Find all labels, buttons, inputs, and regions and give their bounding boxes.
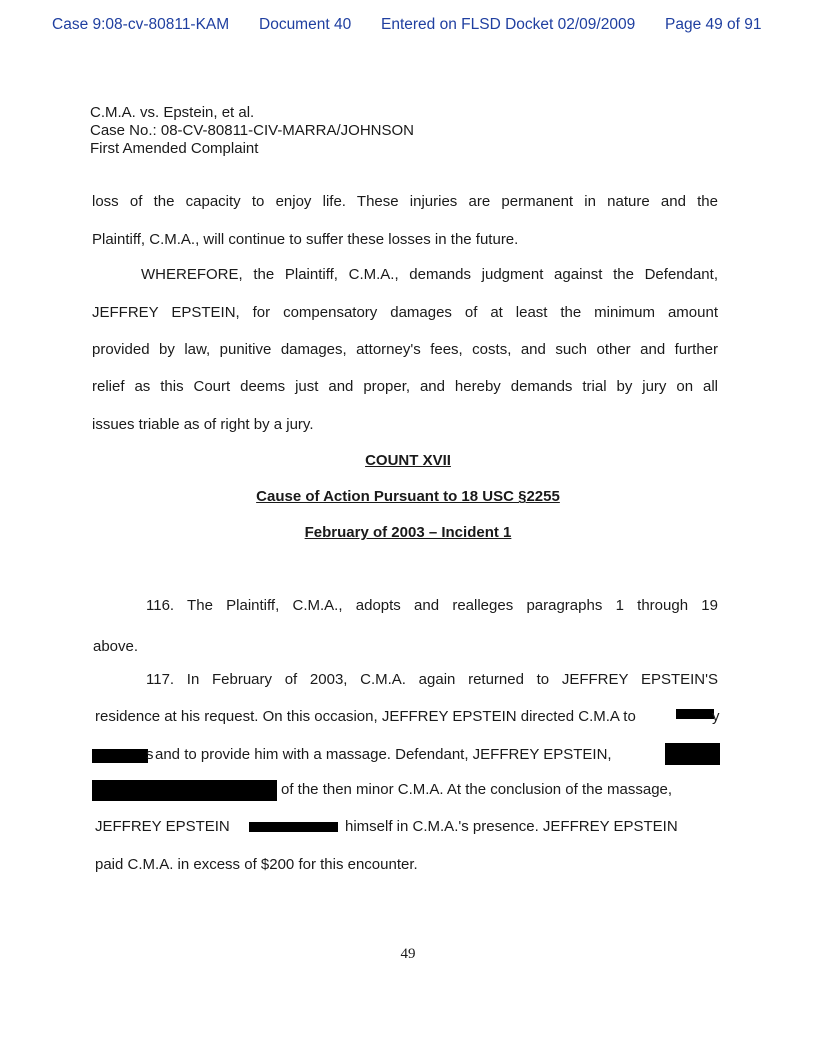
redaction-block [665, 743, 720, 765]
count-title: COUNT XVII [365, 452, 451, 469]
body-line: Plaintiff, C.M.A., will continue to suffer these losses in the future. [92, 231, 519, 248]
body-line: provided by law, punitive damages, attorney's fees, costs, and such other and further [92, 341, 718, 358]
page-number: 49 [400, 946, 416, 962]
body-line: loss of the capacity to enjoy life. These injuries are permanent in nature and the [92, 193, 718, 210]
body-line: JEFFREY EPSTEIN, for compensatory damages of at least the minimum amount [92, 304, 718, 321]
stamp-case-number: Case 9:08-cv-80811-KAM [52, 16, 230, 33]
paragraph-117-line: JEFFREY EPSTEIN [95, 818, 230, 835]
paragraph-117-line: and to provide him with a massage. Defendant, JEFFREY EPSTEIN, [155, 746, 612, 763]
paragraph-117-line: of the then minor C.M.A. At the conclusion of the massage, [281, 781, 673, 798]
body-line: WHEREFORE, the Plaintiff, C.M.A., demands judgment against the Defendant, [141, 266, 718, 283]
redaction-block [92, 780, 277, 801]
stamp-document-number: Document 40 [259, 16, 352, 33]
stamp-page-count: Page 49 of 91 [665, 16, 762, 33]
redaction-block [92, 749, 148, 763]
case-caption [90, 104, 414, 158]
paragraph-117-line: 117. In February of 2003, C.M.A. again returned to JEFFREY EPSTEIN'S [146, 671, 718, 688]
caption-document-title: First Amended Complaint [90, 140, 259, 157]
court-filing-stamp [0, 16, 816, 40]
paragraph-117-line: residence at his request. On this occasion, JEFFREY EPSTEIN directed C.M.A to [95, 708, 636, 725]
stamp-docket-entry: Entered on FLSD Docket 02/09/2009 [381, 16, 636, 33]
paragraph-117-fragment: y [712, 708, 720, 725]
caption-parties: C.M.A. vs. Epstein, et al. [90, 104, 255, 121]
caption-case-number: Case No.: 08-CV-80811-CIV-MARRA/JOHNSON [90, 122, 414, 139]
redaction-block [249, 822, 338, 832]
redaction-block [676, 709, 714, 719]
count-subtitle: Cause of Action Pursuant to 18 USC §2255 [256, 488, 560, 505]
paragraph-117-line: himself in C.M.A.'s presence. JEFFREY EPSTEIN [345, 818, 678, 835]
body-line: relief as this Court deems just and proper, and hereby demands trial by jury on all [92, 378, 718, 395]
count-incident: February of 2003 – Incident 1 [304, 524, 512, 541]
paragraph-116-line: 116. The Plaintiff, C.M.A., adopts and realleges paragraphs 1 through 19 [146, 597, 718, 614]
body-line: issues triable as of right by a jury. [92, 416, 314, 433]
paragraph-116-line: above. [93, 638, 139, 655]
paragraph-117-fragment: s [146, 746, 154, 763]
paragraph-117-line: paid C.M.A. in excess of $200 for this encounter. [95, 856, 418, 873]
